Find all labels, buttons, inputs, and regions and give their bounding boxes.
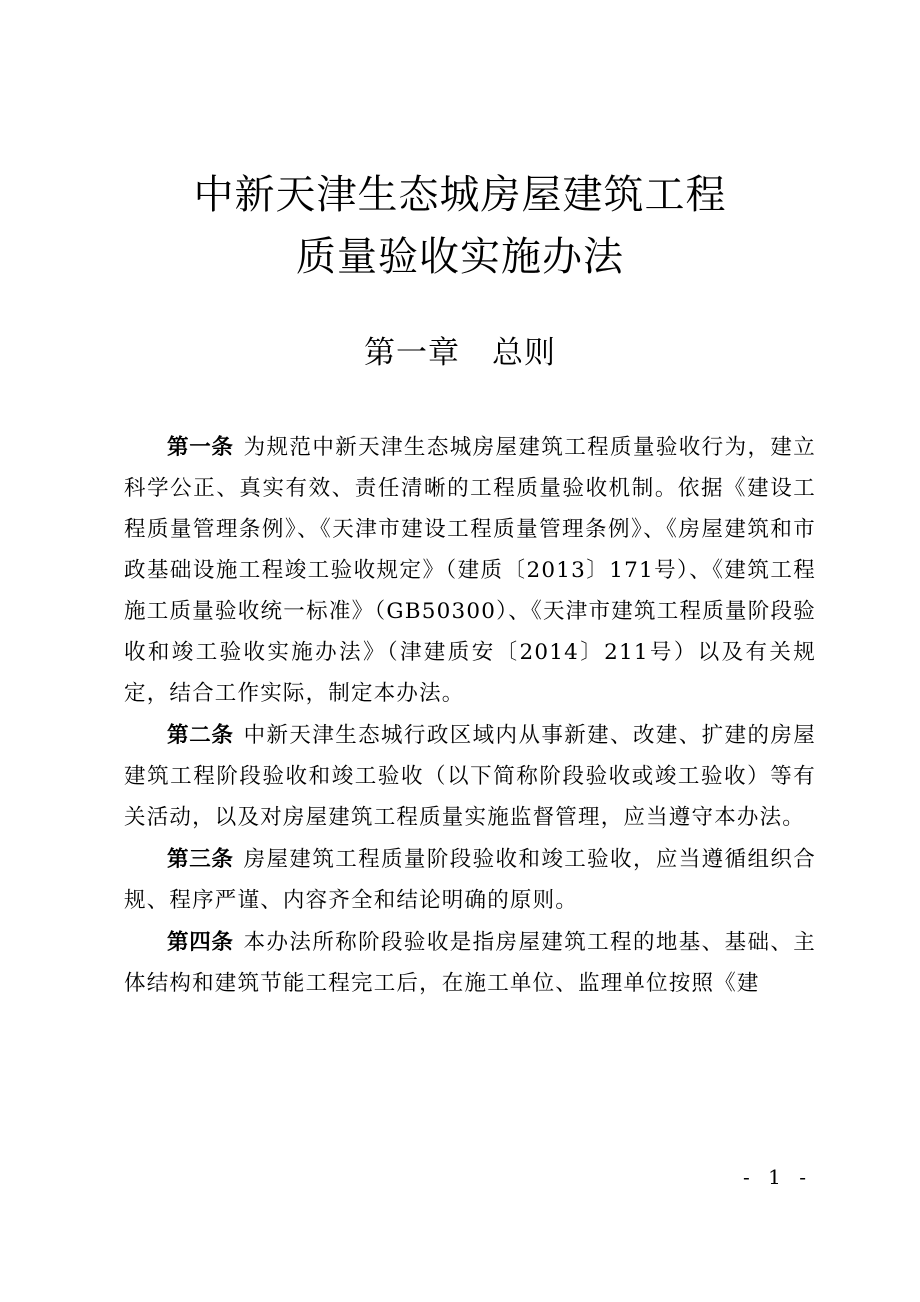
- article-paragraph: [124, 839, 816, 921]
- chapter-number: 第一章: [364, 335, 460, 371]
- article-label: 第三条: [167, 847, 234, 872]
- page-number: - 1 -: [743, 1165, 812, 1189]
- article-text: 房屋建筑工程质量阶段验收和竣工验收，应当遵循组织合规、程序严谨、内容齐全和结论明确的原则。: [124, 847, 816, 913]
- article-text: 为规范中新天津生态城房屋建筑工程质量验收行为，建立科学公正、真实有效、责任清晰的工程质量验收机制。依据《建设工程质量管理条例》、《天津市建设工程质量管理条例》、《房屋建筑和市政基础设施工程竣工验收规定》（建质〔2013〕171号）、《建筑工程施工质量验收统一标准》（GB50300）、《天津市建筑工程质量阶段验收和竣工验收实施办法》（津建质安〔2014〕211号）以及有关规定，结合工作实际，制定本办法。: [124, 435, 816, 706]
- article-paragraph: [124, 922, 816, 1004]
- article-paragraph: [124, 715, 816, 838]
- article-text: 本办法所称阶段验收是指房屋建筑工程的地基、基础、主体结构和建筑节能工程完工后，在施工单位、监理单位按照《建: [124, 930, 816, 996]
- article-label: 第四条: [167, 930, 234, 955]
- article-label: 第一条: [167, 435, 234, 460]
- document-title-line1: 中新天津生态城房屋建筑工程: [193, 172, 727, 218]
- document-title-line2: 质量验收实施办法: [296, 234, 624, 280]
- article-paragraph: [124, 427, 816, 714]
- chapter-title: 总则: [492, 335, 556, 371]
- document-body: [124, 427, 816, 1005]
- article-text: 中新天津生态城行政区域内从事新建、改建、扩建的房屋建筑工程阶段验收和竣工验收（以下简称阶段验收或竣工验收）等有关活动，以及对房屋建筑工程质量实施监督管理，应当遵守本办法。: [124, 723, 816, 830]
- article-label: 第二条: [167, 723, 234, 748]
- chapter-heading: [0, 333, 920, 373]
